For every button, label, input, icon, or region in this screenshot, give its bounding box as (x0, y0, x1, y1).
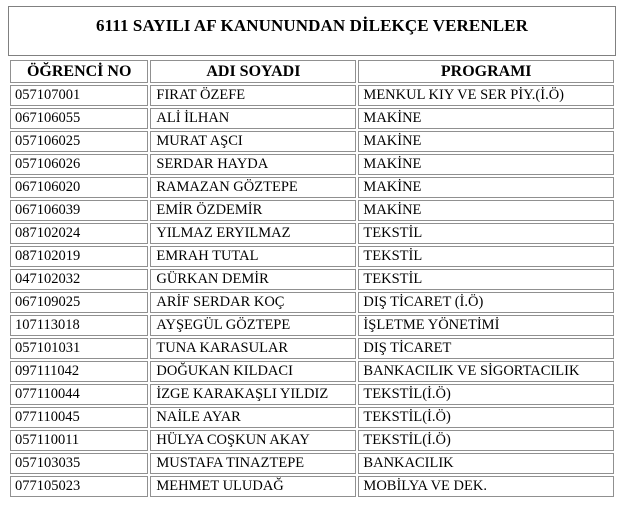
full-name-cell[interactable]: YILMAZ ERYILMAZ (150, 223, 356, 244)
program-cell[interactable]: TEKSTİL (358, 246, 614, 267)
student-no-cell[interactable]: 057107001 (10, 85, 148, 106)
table-row (10, 131, 614, 152)
student-no-cell[interactable]: 047102032 (10, 269, 148, 290)
full-name-cell[interactable]: İZGE KARAKAŞLI YILDIZ (150, 384, 356, 405)
program-cell[interactable]: MENKUL KIY VE SER PİY.(İ.Ö) (358, 85, 614, 106)
program-cell[interactable]: TEKSTİL (358, 269, 614, 290)
student-no-cell[interactable]: 077110045 (10, 407, 148, 428)
table-row (10, 315, 614, 336)
full-name-cell[interactable]: AYŞEGÜL GÖZTEPE (150, 315, 356, 336)
full-name-cell[interactable]: GÜRKAN DEMİR (150, 269, 356, 290)
program-cell[interactable]: MAKİNE (358, 154, 614, 175)
full-name-cell[interactable]: EMRAH TUTAL (150, 246, 356, 267)
program-cell[interactable]: BANKACILIK (358, 453, 614, 474)
table-row (10, 200, 614, 221)
program-cell[interactable]: TEKSTİL (358, 223, 614, 244)
full-name-cell[interactable]: MURAT AŞCI (150, 131, 356, 152)
table-row (10, 407, 614, 428)
program-cell[interactable]: MAKİNE (358, 200, 614, 221)
table-body (10, 85, 614, 497)
table-row (10, 154, 614, 175)
full-name-cell[interactable]: NAİLE AYAR (150, 407, 356, 428)
program-cell[interactable]: DIŞ TİCARET (İ.Ö) (358, 292, 614, 313)
full-name-cell[interactable]: ALİ İLHAN (150, 108, 356, 129)
full-name-cell[interactable]: SERDAR HAYDA (150, 154, 356, 175)
full-name-cell[interactable]: HÜLYA COŞKUN AKAY (150, 430, 356, 451)
program-cell[interactable]: TEKSTİL(İ.Ö) (358, 384, 614, 405)
student-no-cell[interactable]: 077105023 (10, 476, 148, 497)
student-no-cell[interactable]: 067109025 (10, 292, 148, 313)
full-name-cell[interactable]: EMİR ÖZDEMİR (150, 200, 356, 221)
student-no-cell[interactable]: 057106025 (10, 131, 148, 152)
student-no-cell[interactable]: 057101031 (10, 338, 148, 359)
table-row (10, 223, 614, 244)
student-no-cell[interactable]: 087102024 (10, 223, 148, 244)
student-no-cell[interactable]: 087102019 (10, 246, 148, 267)
full-name-cell[interactable]: RAMAZAN GÖZTEPE (150, 177, 356, 198)
program-cell[interactable]: TEKSTİL(İ.Ö) (358, 407, 614, 428)
header-row (10, 60, 614, 83)
table-row (10, 246, 614, 267)
student-table (8, 58, 616, 499)
table-row (10, 453, 614, 474)
header-program[interactable]: PROGRAMI (358, 60, 614, 83)
student-no-cell[interactable]: 067106055 (10, 108, 148, 129)
program-cell[interactable]: DIŞ TİCARET (358, 338, 614, 359)
program-cell[interactable]: MOBİLYA VE DEK. (358, 476, 614, 497)
table-row (10, 476, 614, 497)
full-name-cell[interactable]: ARİF SERDAR KOÇ (150, 292, 356, 313)
program-cell[interactable]: İŞLETME YÖNETİMİ (358, 315, 614, 336)
student-no-cell[interactable]: 057106026 (10, 154, 148, 175)
table-row (10, 430, 614, 451)
header-full-name[interactable]: ADI SOYADI (150, 60, 356, 83)
title-cell[interactable] (8, 6, 616, 56)
table-row (10, 85, 614, 106)
program-cell[interactable]: MAKİNE (358, 131, 614, 152)
table-row (10, 177, 614, 198)
full-name-cell[interactable]: MUSTAFA TINAZTEPE (150, 453, 356, 474)
program-cell[interactable]: MAKİNE (358, 177, 614, 198)
table-row (10, 269, 614, 290)
table-row (10, 338, 614, 359)
full-name-cell[interactable]: TUNA KARASULAR (150, 338, 356, 359)
table-row (10, 361, 614, 382)
program-cell[interactable]: TEKSTİL(İ.Ö) (358, 430, 614, 451)
student-no-cell[interactable]: 097111042 (10, 361, 148, 382)
student-no-cell[interactable]: 067106020 (10, 177, 148, 198)
student-no-cell[interactable]: 107113018 (10, 315, 148, 336)
spreadsheet (8, 6, 616, 499)
student-no-cell[interactable]: 077110044 (10, 384, 148, 405)
header-student-no[interactable]: ÖĞRENCİ NO (10, 60, 148, 83)
program-cell[interactable]: BANKACILIK VE SİGORTACILIK (358, 361, 614, 382)
page-title: 6111 SAYILI AF KANUNUNDAN DİLEKÇE VERENLER (96, 16, 528, 35)
full-name-cell[interactable]: DOĞUKAN KILDACI (150, 361, 356, 382)
table-row (10, 292, 614, 313)
table-row (10, 384, 614, 405)
student-no-cell[interactable]: 057103035 (10, 453, 148, 474)
student-no-cell[interactable]: 057110011 (10, 430, 148, 451)
student-no-cell[interactable]: 067106039 (10, 200, 148, 221)
table-row (10, 108, 614, 129)
full-name-cell[interactable]: FIRAT ÖZEFE (150, 85, 356, 106)
program-cell[interactable]: MAKİNE (358, 108, 614, 129)
full-name-cell[interactable]: MEHMET ULUDAĞ (150, 476, 356, 497)
